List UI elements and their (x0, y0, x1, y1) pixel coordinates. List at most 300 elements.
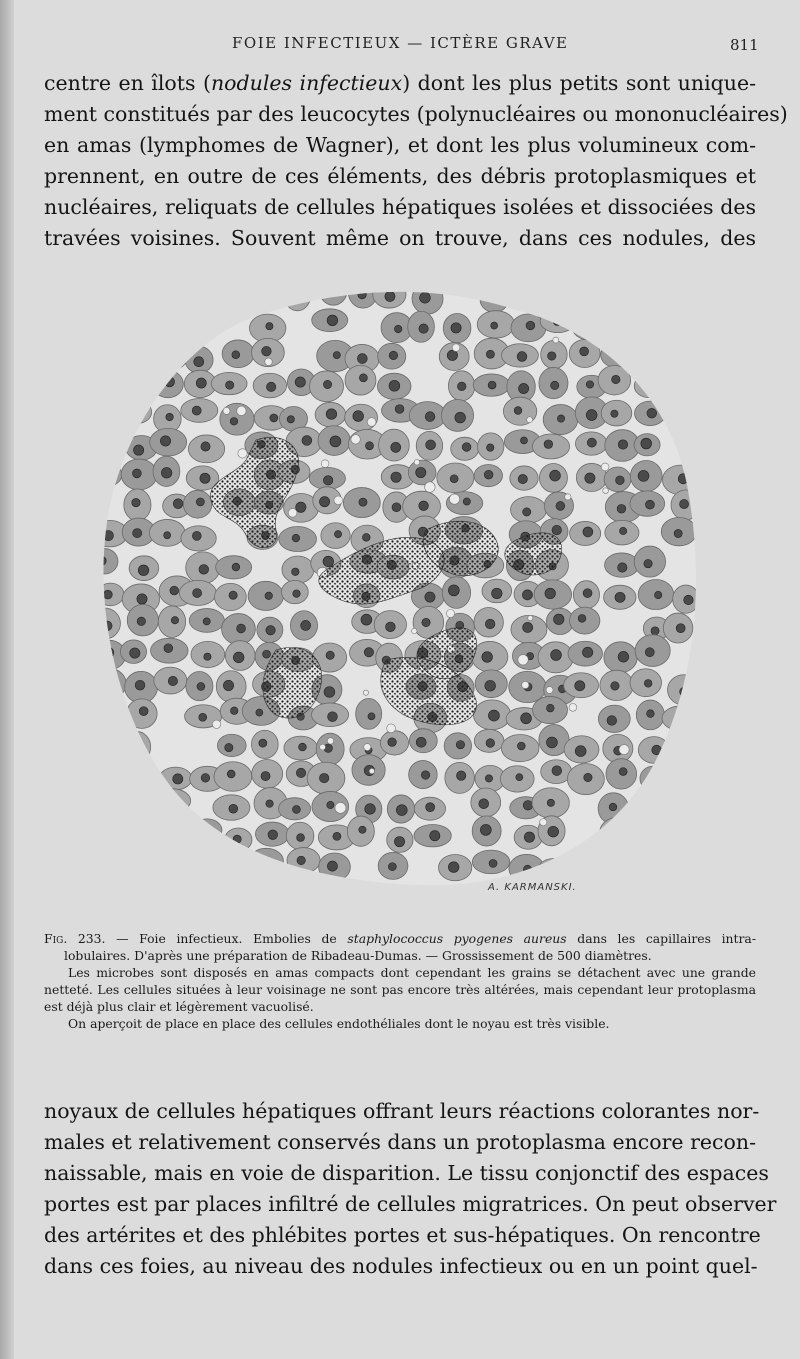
cell-nucleus (130, 648, 140, 658)
cell-nucleus (193, 589, 202, 598)
cell-nucleus (97, 556, 106, 565)
cell-nucleus (517, 352, 527, 362)
vacuole (446, 609, 454, 617)
vacuole (414, 459, 420, 465)
cell-nucleus (607, 716, 617, 726)
cell-nucleus (292, 806, 300, 814)
cell-nucleus (419, 501, 429, 511)
cell-nucleus (296, 768, 305, 777)
vacuole (237, 406, 246, 415)
cell-nucleus (609, 803, 617, 811)
top-paragraph (44, 68, 788, 254)
text-line: en amas (lymphomes de Wagner), et dont les plus volumineux com- (44, 133, 756, 157)
hepatocyte-cell (157, 818, 195, 847)
cell-nucleus (523, 801, 533, 811)
vacuole (363, 690, 368, 695)
cell-nucleus (676, 714, 687, 725)
cell-nucleus (358, 291, 366, 299)
cell-nucleus (199, 713, 207, 721)
cell-nucleus (420, 292, 431, 303)
hepatocyte-cell (480, 287, 508, 312)
cell-nucleus (551, 864, 559, 872)
cell-nucleus (168, 676, 177, 685)
cell-nucleus (648, 865, 658, 875)
cell-nucleus (327, 801, 334, 808)
cell-nucleus (131, 407, 141, 417)
cell-nucleus (391, 472, 401, 482)
cell-nucleus (203, 618, 210, 625)
cell-nucleus (611, 682, 619, 690)
hepatocyte-cell (96, 821, 118, 852)
cell-nucleus (416, 467, 426, 477)
cell-nucleus (647, 346, 655, 354)
hepatocyte-cell (247, 280, 281, 311)
hepatocyte-cell (668, 849, 704, 877)
cell-nucleus (139, 798, 149, 808)
cell-nucleus (547, 287, 557, 297)
hepatocyte-cell (96, 338, 118, 366)
cell-nucleus (226, 381, 234, 389)
cell-nucleus (137, 617, 145, 625)
cell-nucleus (641, 438, 652, 449)
cell-nucleus (192, 406, 201, 415)
cell-nucleus (232, 563, 240, 571)
cell-nucleus (196, 498, 204, 506)
cell-nucleus (480, 824, 491, 835)
vacuole (527, 417, 533, 423)
cell-nucleus (266, 323, 273, 330)
cell-nucleus (299, 743, 307, 751)
hepatocyte-cell (96, 668, 126, 699)
cell-nucleus (230, 418, 238, 426)
cell-nucleus (133, 528, 142, 537)
cell-nucleus (101, 774, 109, 782)
cell-nucleus (270, 414, 278, 422)
caption-description: Les microbes sont disposés en amas compacts dont cependant les grains se détachent avec une grande netteté. Les cellules situées à leur voisinage ne sont pas encore très altérées, mais cependant leur protoplasma est déjà plus clair et légèrement vacuolisé. (44, 965, 756, 1014)
cell-nucleus (430, 831, 440, 841)
cell-nucleus (455, 412, 466, 423)
cell-nucleus (485, 680, 496, 691)
cell-nucleus (647, 408, 657, 418)
cell-nucleus (485, 619, 495, 629)
cell-nucleus (137, 594, 147, 604)
hepatocyte-cell (120, 281, 150, 304)
cell-nucleus (486, 739, 495, 748)
hepatocyte-cell (117, 311, 155, 341)
cell-nucleus (266, 800, 273, 807)
cell-nucleus (522, 590, 532, 600)
cell-nucleus (583, 527, 593, 537)
vacuole (327, 738, 333, 744)
vacuole (518, 655, 528, 665)
cell-nucleus (361, 614, 372, 625)
cell-nucleus (173, 295, 180, 302)
hepatocyte-cell (123, 732, 150, 763)
cell-nucleus (365, 804, 376, 815)
cell-nucleus (488, 381, 496, 389)
cell-nucleus (333, 351, 340, 358)
hepatocyte-cell (96, 729, 128, 753)
cell-nucleus (578, 615, 586, 623)
cell-nucleus (109, 736, 117, 744)
hepatocyte-cell (127, 367, 156, 397)
cell-nucleus (548, 352, 556, 360)
cell-nucleus (516, 774, 523, 781)
cell-nucleus (100, 832, 107, 839)
cell-nucleus (165, 377, 175, 387)
cell-nucleus (618, 651, 629, 662)
cell-nucleus (551, 381, 559, 389)
text-line: nucléaires, reliquats de cellules hépatiques isolées et dissociées des (44, 195, 756, 219)
hepatocyte-cell (640, 824, 674, 852)
cell-nucleus (192, 531, 201, 540)
hepatocyte-cell (125, 852, 153, 878)
cell-nucleus (589, 292, 598, 301)
cell-nucleus (638, 470, 649, 481)
cell-nucleus (287, 416, 294, 423)
text-line: ment constitués par des leucocytes (polynucléaires ou mononucléaires) (44, 102, 788, 126)
cell-nucleus (613, 352, 621, 360)
hepatocyte-cell (96, 704, 115, 734)
cell-nucleus (492, 588, 503, 599)
cell-nucleus (161, 854, 172, 865)
cell-nucleus (619, 527, 626, 534)
hepatocyte-cell (150, 845, 181, 875)
vacuole (603, 488, 609, 494)
artist-signature: A. KARMANSKI. (488, 882, 577, 893)
cell-nucleus (359, 826, 366, 833)
text-line: noyaux de cellules hépatiques offrant leurs réactions colorantes nor- (44, 1099, 760, 1123)
hepatocyte-cell (532, 280, 567, 308)
cell-nucleus (548, 826, 559, 837)
cell-nucleus (225, 743, 233, 751)
cell-nucleus (678, 474, 688, 484)
cell-nucleus (547, 737, 558, 748)
cell-nucleus (394, 325, 402, 333)
cell-nucleus (575, 746, 586, 757)
cell-nucleus (132, 498, 140, 506)
cell-nucleus (514, 407, 522, 415)
cell-nucleus (586, 381, 593, 388)
hepatocyte-cell (640, 766, 667, 791)
cell-nucleus (674, 319, 684, 329)
cell-nucleus (201, 442, 210, 451)
cell-nucleus (616, 476, 625, 485)
hepatocyte-cell (663, 282, 697, 310)
cell-nucleus (327, 861, 337, 871)
text-line: portes est par places infiltré de cellules migratrices. On peut observer (44, 1192, 777, 1216)
cell-nucleus (388, 863, 396, 871)
cell-nucleus (202, 827, 213, 838)
cell-nucleus (680, 687, 689, 696)
hepatocyte-cell (634, 374, 663, 397)
cell-nucleus (237, 624, 246, 633)
cell-nucleus (517, 289, 527, 299)
cell-nucleus (262, 346, 272, 356)
cell-nucleus (679, 412, 690, 423)
page-number: 811 (730, 36, 759, 54)
cell-nucleus (166, 413, 174, 421)
vacuole (321, 460, 329, 468)
cell-nucleus (128, 289, 138, 299)
hepatocyte-cell (661, 818, 693, 847)
cell-nucleus (103, 590, 112, 599)
cell-nucleus (386, 622, 396, 632)
cell-nucleus (330, 436, 341, 447)
cell-nucleus (327, 285, 336, 294)
cell-nucleus (584, 773, 592, 781)
cell-nucleus (586, 410, 597, 421)
cell-nucleus (334, 531, 341, 538)
cell-nucleus (164, 532, 171, 539)
vacuole (565, 494, 571, 500)
cell-nucleus (580, 321, 591, 332)
cell-nucleus (456, 771, 465, 780)
caption-note: On aperçoit de place en place des cellules endothéliales dont le noyau est très visible. (68, 1016, 610, 1031)
cell-nucleus (482, 652, 493, 663)
cell-nucleus (199, 565, 209, 575)
cell-nucleus (613, 864, 621, 872)
cell-nucleus (582, 647, 592, 657)
cell-nucleus (652, 323, 661, 332)
cell-nucleus (491, 322, 498, 329)
cell-nucleus (302, 436, 312, 446)
hepatocyte-cell (192, 819, 222, 841)
caption-title-line: Fig. 233. — Foie infectieux. Embolies de staphylococcus pyogenes aureus dans les capillaires intra- (44, 931, 757, 946)
cell-nucleus (618, 440, 627, 449)
cell-nucleus (135, 862, 144, 871)
cell-nucleus (327, 315, 338, 326)
cell-nucleus (547, 799, 554, 806)
hepatocyte-cell (96, 310, 125, 333)
hepatocyte-cell (121, 758, 148, 788)
cell-nucleus (333, 832, 341, 840)
cell-nucleus (323, 476, 332, 485)
hepatocyte-cell (159, 318, 189, 340)
text-line: males et relativement conservés dans un protoplasma encore recon- (44, 1130, 756, 1154)
hepatocyte-cell (600, 817, 637, 847)
cell-nucleus (680, 499, 689, 508)
hepatocyte-cell (662, 706, 698, 730)
vacuole (288, 509, 297, 518)
hepatocyte-cell (671, 762, 700, 788)
cell-nucleus (644, 559, 652, 567)
cell-nucleus (104, 296, 111, 303)
cell-nucleus (684, 861, 692, 869)
cell-nucleus (323, 380, 331, 388)
cell-nucleus (102, 346, 112, 356)
cell-nucleus (551, 650, 562, 661)
hepatocyte-cell (124, 344, 158, 369)
cell-nucleus (138, 565, 149, 576)
cell-nucleus (553, 317, 561, 325)
vacuole (367, 418, 376, 427)
vacuole (369, 768, 374, 773)
cell-nucleus (484, 470, 493, 479)
cell-nucleus (201, 774, 210, 783)
cell-nucleus (644, 679, 652, 687)
vacuole (425, 482, 436, 493)
cell-nucleus (134, 445, 144, 455)
cell-nucleus (647, 710, 655, 718)
cell-nucleus (651, 627, 659, 635)
hepatocyte-cell (669, 373, 704, 400)
cell-nucleus (165, 355, 172, 362)
hepatocyte-cell (538, 859, 568, 882)
cell-nucleus (160, 436, 170, 446)
cell-nucleus (137, 351, 147, 361)
cell-nucleus (364, 648, 373, 657)
cell-nucleus (610, 290, 619, 299)
cell-nucleus (233, 835, 241, 843)
cell-nucleus (614, 321, 623, 330)
cell-nucleus (389, 351, 398, 360)
cell-nucleus (652, 745, 662, 755)
cell-nucleus (485, 775, 492, 782)
caption-source-line: lobulaires. D'après une préparation de Ribadeau-Dumas. — Grossissement de 500 diamètres. (64, 948, 652, 963)
cell-nucleus (463, 498, 470, 505)
cell-nucleus (110, 441, 118, 449)
cell-nucleus (416, 737, 426, 747)
cell-nucleus (323, 556, 334, 567)
cell-nucleus (645, 500, 654, 509)
cell-nucleus (128, 770, 136, 778)
vacuole (569, 704, 577, 712)
hepatocyte-cell (182, 849, 216, 876)
cell-nucleus (650, 772, 659, 781)
hepatocyte-cell (214, 283, 249, 313)
vacuole (238, 449, 247, 458)
cell-nucleus (229, 591, 237, 599)
vacuole (449, 494, 459, 504)
cell-nucleus (580, 347, 589, 356)
hepatocyte-cell (160, 285, 190, 313)
vacuole (334, 496, 343, 505)
cell-nucleus (521, 713, 532, 724)
cell-nucleus (204, 653, 211, 660)
hepatocyte-cell (540, 310, 575, 333)
cell-nucleus (197, 683, 205, 691)
figure-caption (44, 930, 756, 1032)
cell-nucleus (486, 350, 494, 358)
cell-nucleus (676, 624, 685, 633)
cell-nucleus (457, 382, 466, 391)
cell-nucleus (293, 590, 301, 598)
cell-nucleus (421, 771, 430, 780)
cell-nucleus (227, 770, 235, 778)
cell-nucleus (132, 469, 141, 478)
cell-nucleus (165, 793, 176, 804)
cell-nucleus (103, 530, 113, 540)
liver-section-illustration (96, 280, 704, 896)
cell-nucleus (392, 503, 401, 512)
text-line: des artérites et des phlébites portes et sus-hépatiques. On rencontre (44, 1223, 761, 1247)
cell-nucleus (575, 681, 585, 691)
cell-nucleus (583, 866, 592, 875)
hepatocyte-cell (575, 280, 607, 310)
cell-nucleus (263, 650, 271, 658)
cell-nucleus (618, 563, 627, 572)
vacuole (364, 744, 371, 751)
cell-nucleus (266, 626, 275, 635)
cell-nucleus (200, 473, 210, 483)
cell-nucleus (362, 534, 370, 542)
cell-nucleus (268, 830, 278, 840)
vacuole (265, 358, 272, 365)
cell-nucleus (326, 409, 337, 420)
vacuole (522, 681, 529, 688)
cell-nucleus (517, 742, 525, 750)
cell-nucleus (161, 468, 172, 479)
cell-nucleus (359, 498, 367, 506)
cell-nucleus (135, 680, 145, 690)
cell-nucleus (357, 354, 367, 364)
cell-nucleus (324, 687, 335, 698)
cell-nucleus (106, 681, 114, 689)
cell-nucleus (396, 805, 407, 816)
cell-nucleus (611, 410, 618, 417)
cell-nucleus (293, 291, 303, 301)
cell-nucleus (462, 443, 471, 452)
cell-nucleus (419, 324, 428, 333)
cell-nucleus (519, 383, 529, 393)
cell-nucleus (229, 804, 238, 813)
cell-nucleus (388, 738, 397, 747)
cell-nucleus (101, 472, 109, 480)
cell-nucleus (677, 742, 687, 752)
cell-nucleus (105, 317, 114, 326)
vacuole (212, 720, 220, 728)
cell-nucleus (266, 382, 275, 391)
histology-figure (96, 280, 704, 896)
cell-nucleus (617, 504, 626, 513)
vacuole (619, 745, 629, 755)
cell-nucleus (137, 378, 148, 389)
hepatocyte-cell (96, 767, 118, 792)
cell-nucleus (103, 647, 114, 658)
text-line: dans ces foies, au niveau des nodules infectieux ou en un point quel- (44, 1254, 758, 1278)
cell-nucleus (259, 739, 267, 747)
cell-nucleus (365, 442, 373, 450)
hepatocyte-cell (504, 280, 539, 309)
vacuole (546, 687, 553, 694)
hepatocyte-cell (634, 282, 663, 304)
hepatocyte-cell (601, 282, 630, 306)
cell-nucleus (615, 592, 625, 602)
cell-nucleus (292, 568, 300, 576)
cell-nucleus (173, 499, 183, 509)
cell-nucleus (556, 501, 565, 510)
cell-nucleus (448, 585, 459, 596)
cell-nucleus (683, 383, 691, 391)
text-line: travées voisines. Souvent même on trouve, dans ces nodules, des (44, 226, 756, 250)
cell-nucleus (645, 380, 653, 388)
cell-nucleus (196, 378, 206, 388)
cell-nucleus (391, 442, 401, 452)
cell-nucleus (326, 651, 334, 659)
cell-nucleus (259, 290, 270, 301)
hepatocyte-cell (597, 852, 630, 883)
cell-nucleus (426, 440, 436, 450)
vacuole (351, 435, 360, 444)
cell-nucleus (227, 290, 238, 301)
text-line: centre en îlots (nodules infectieux) dont les plus petits sont unique- (44, 71, 757, 95)
cell-nucleus (194, 357, 204, 367)
cell-nucleus (673, 825, 683, 835)
cell-nucleus (523, 622, 533, 632)
cell-nucleus (173, 774, 183, 784)
cell-nucleus (487, 444, 494, 451)
